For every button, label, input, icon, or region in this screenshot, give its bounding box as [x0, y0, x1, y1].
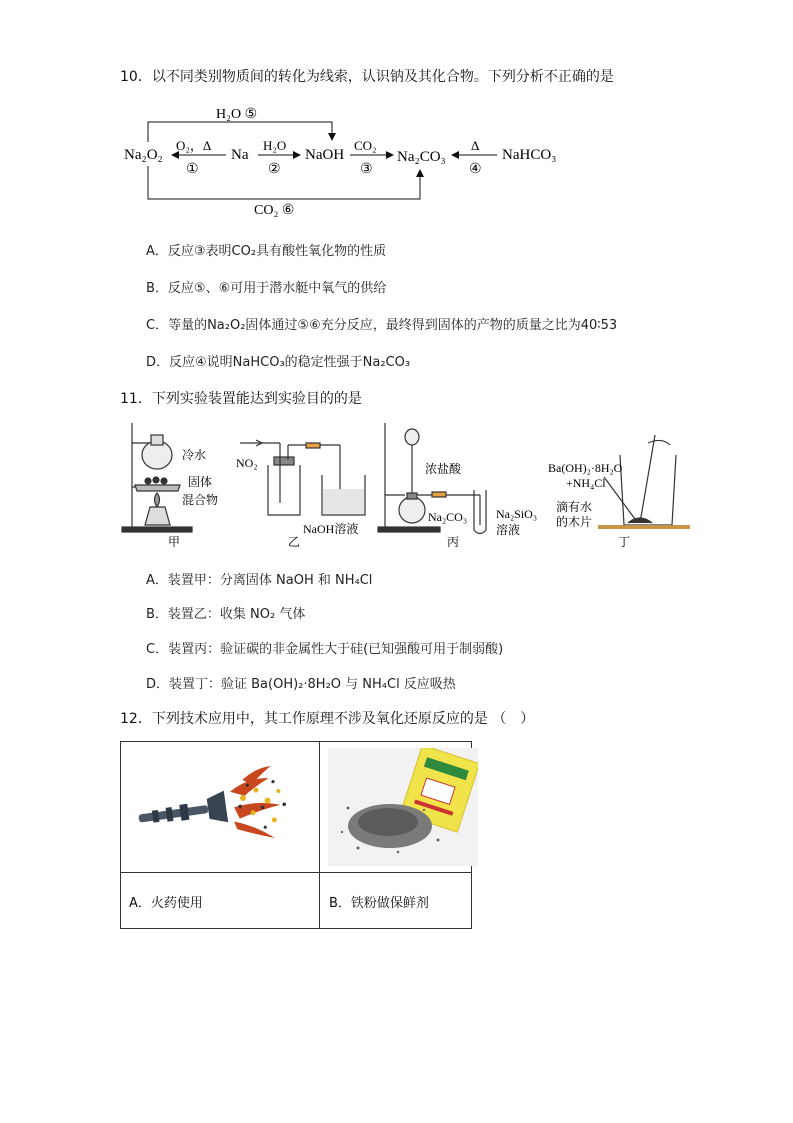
- bing-tube-reagent: Na₂SiO₃: [496, 507, 538, 521]
- q12-table: [120, 741, 472, 929]
- jia-label-mixture: 混合物: [182, 493, 219, 507]
- r2-reagent: H₂O: [263, 138, 287, 153]
- bing-solid: Na₂CO₃: [428, 510, 468, 524]
- r3-number: ③: [360, 162, 373, 177]
- bing-tube-solution: 溶液: [496, 523, 521, 537]
- q11-stem: 11．下列实验装置能达到实验目的的是: [120, 391, 362, 407]
- r2-number: ②: [268, 162, 281, 177]
- r4-condition: Δ: [471, 138, 480, 153]
- r1-number: ①: [186, 162, 199, 177]
- apparatus-ding: [598, 435, 690, 527]
- q11-option-c: C．装置丙：验证碳的非金属性大于硅(已知强酸可用于制弱酸): [146, 642, 504, 657]
- yi-solution: NaOH溶液: [303, 522, 359, 536]
- bing-name: 丙: [447, 535, 460, 549]
- bing-acid: 浓盐酸: [425, 462, 462, 476]
- r1-condition: O₂，Δ: [176, 138, 212, 153]
- apparatus-yi: [240, 440, 365, 515]
- nahco3-label: NaHCO₃: [502, 147, 557, 163]
- iron-powder-preservative-image: [328, 748, 478, 866]
- q12-cell-a-label: A．火药使用: [129, 896, 203, 911]
- r5-label: H₂O ⑤: [216, 107, 258, 122]
- yi-name: 乙: [288, 535, 301, 549]
- q11-option-b: B．装置乙：收集 NO₂ 气体: [146, 607, 306, 622]
- naoh-label: NaOH: [305, 147, 345, 163]
- jia-label-cold-water: 冷水: [182, 448, 207, 462]
- na2o2-label: Na₂O₂: [124, 147, 163, 163]
- q12-cell-b-label: B．铁粉做保鲜剂: [329, 896, 429, 911]
- r3-reagent: CO₂: [354, 138, 377, 153]
- apparatus-jia: [122, 423, 192, 532]
- jia-label-solid: 固体: [188, 475, 213, 489]
- q11-option-d: D．装置丁：验证 Ba(OH)₂·8H₂O 与 NH₄Cl 反应吸热: [146, 677, 456, 692]
- q10-stem: 10．以不同类别物质间的转化为线索，认识钠及其化合物。下列分析不正确的是: [120, 69, 614, 85]
- ding-wood-line2: 的木片: [556, 515, 593, 529]
- na-label: Na: [231, 147, 249, 163]
- q11-option-a: A．装置甲：分离固体 NaOH 和 NH₄Cl: [146, 573, 373, 588]
- r6-label: CO₂ ⑥: [254, 203, 295, 218]
- r4-number: ④: [469, 162, 482, 177]
- q10-conversion-diagram: [0, 100, 793, 220]
- yi-gas: NO₂: [236, 456, 258, 470]
- gunpowder-firework-image: [122, 743, 318, 871]
- ding-name: 丁: [618, 535, 631, 549]
- na2co3-label: Na₂CO₃: [397, 149, 446, 165]
- jia-name: 甲: [168, 535, 181, 549]
- ding-reagent2: +NH₄Cl: [566, 476, 606, 490]
- q10-option-b: B．反应⑤、⑥可用于潜水艇中氧气的供给: [146, 281, 387, 296]
- q11-apparatus-figure: [0, 415, 793, 550]
- q10-option-d: D．反应④说明NaHCO₃的稳定性强于Na₂CO₃: [146, 355, 411, 370]
- q10-option-c: C．等量的Na₂O₂固体通过⑤⑥充分反应，最终得到固体的产物的质量之比为40∶53: [146, 318, 618, 333]
- ding-reagent1: Ba(OH)₂·8H₂O: [548, 461, 623, 475]
- ding-wood-line1: 滴有水: [556, 500, 593, 514]
- q10-option-a: A．反应③表明CO₂具有酸性氧化物的性质: [146, 244, 387, 259]
- q12-stem: 12．下列技术应用中，其工作原理不涉及氧化还原反应的是 （ ）: [120, 711, 535, 727]
